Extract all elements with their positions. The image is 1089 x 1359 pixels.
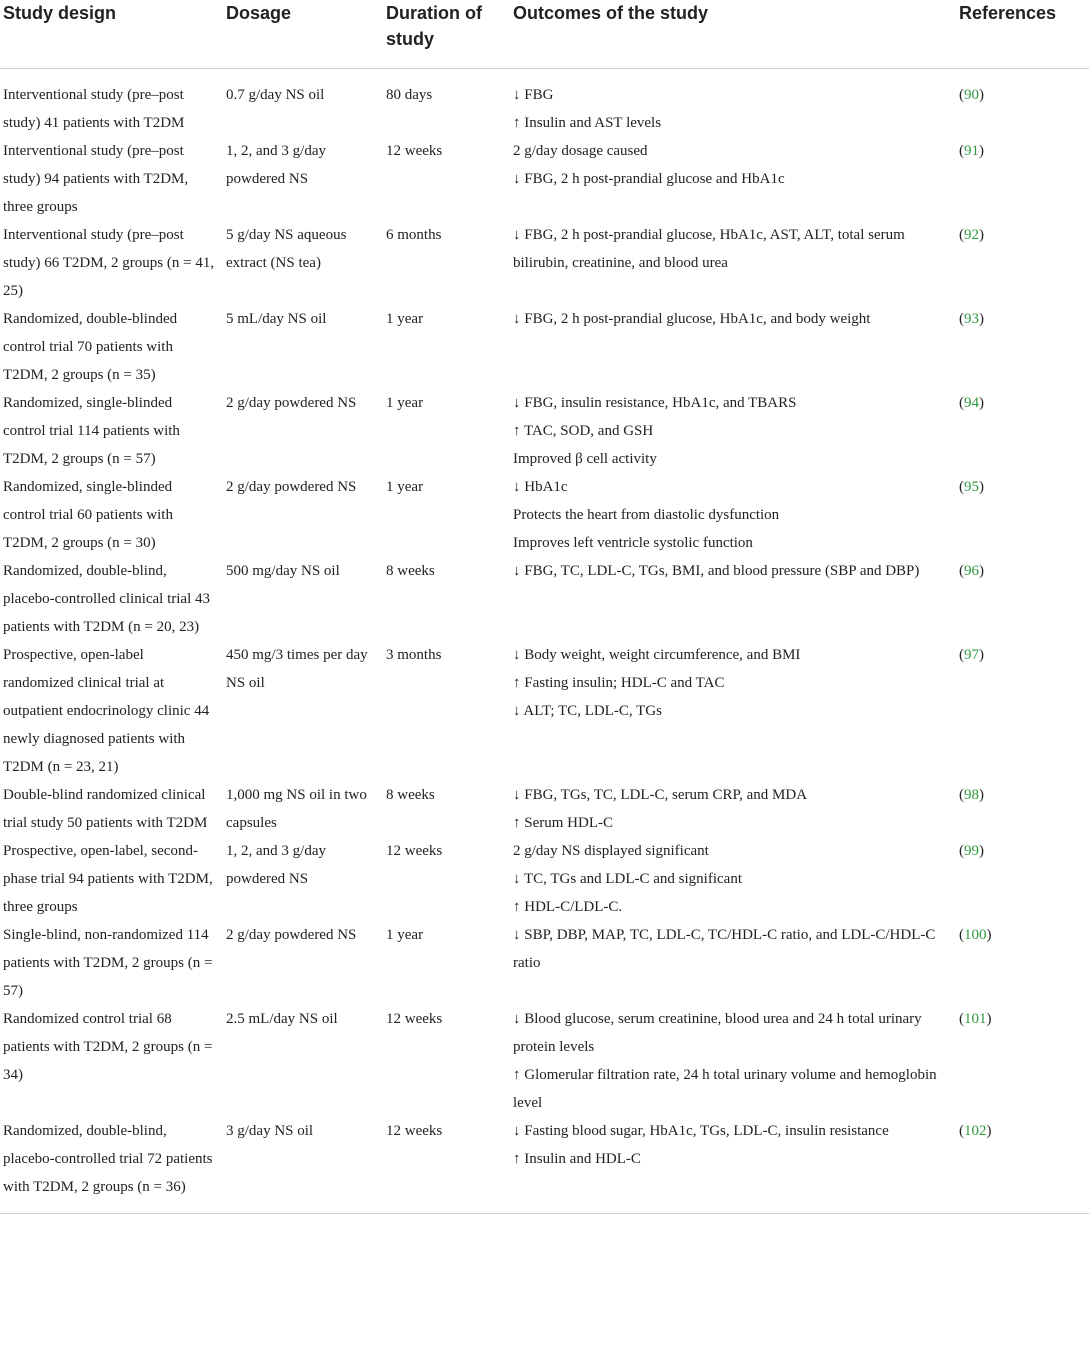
duration-cell: 12 weeks xyxy=(386,843,443,859)
study-design-cell: Randomized, double-blind, placebo-controlled trial 72 patients with T2DM, 2 groups (n = 36) xyxy=(0,1117,223,1214)
duration-cell: 8 weeks xyxy=(386,563,435,579)
table-row xyxy=(0,781,1089,837)
table-row xyxy=(0,1005,1089,1117)
outcome-line: ↑ Fasting insulin; HDL-C and TAC xyxy=(513,675,725,691)
reference-link[interactable]: 100 xyxy=(964,927,987,943)
reference-cell: (95) xyxy=(959,479,984,495)
header-dosage: Dosage xyxy=(223,0,383,69)
reference-link[interactable]: 102 xyxy=(964,1123,987,1139)
duration-cell: 12 weeks xyxy=(386,143,443,159)
dosage-cell: 500 mg/day NS oil xyxy=(226,563,340,579)
header-duration: Duration of study xyxy=(383,0,510,69)
reference-cell: (101) xyxy=(959,1011,992,1027)
duration-cell: 3 months xyxy=(386,647,442,663)
reference-cell: (97) xyxy=(959,647,984,663)
table-row xyxy=(0,557,1089,641)
header-outcomes: Outcomes of the study xyxy=(510,0,956,69)
reference-link[interactable]: 95 xyxy=(964,479,979,495)
dosage-cell: 0.7 g/day NS oil xyxy=(226,87,325,103)
outcome-line: ↑ Insulin and HDL-C xyxy=(513,1151,641,1167)
duration-cell: 1 year xyxy=(386,311,424,327)
outcomes-cell xyxy=(510,137,956,221)
outcome-line: Protects the heart from diastolic dysfunction xyxy=(513,507,780,523)
dosage-cell: 1, 2, and 3 g/day powdered NS xyxy=(226,143,326,187)
table-row xyxy=(0,221,1089,305)
outcome-line: ↓ FBG, 2 h post-prandial glucose and HbA1c xyxy=(513,171,785,187)
duration-cell: 12 weeks xyxy=(386,1011,443,1027)
study-design-cell: Randomized, double-blind, placebo-controlled clinical trial 43 patients with T2DM (n = 20, 23) xyxy=(3,563,210,635)
study-design-cell: Single-blind, non-randomized 114 patients with T2DM, 2 groups (n = 57) xyxy=(3,927,213,999)
dosage-cell: 5 g/day NS aqueous extract (NS tea) xyxy=(226,227,347,271)
outcomes-cell xyxy=(510,781,956,837)
dosage-cell: 450 mg/3 times per day NS oil xyxy=(226,647,368,691)
dosage-cell: 3 g/day NS oil xyxy=(223,1117,383,1214)
study-design-cell: Randomized, single-blinded control trial 60 patients with T2DM, 2 groups (n = 30) xyxy=(3,479,173,551)
study-design-cell: Prospective, open-label randomized clinical trial at outpatient endocrinology clinic 44 newly diagnosed patients with T2DM (n = 23, 21) xyxy=(3,647,210,775)
dosage-cell: 2.5 mL/day NS oil xyxy=(226,1011,338,1027)
outcomes-cell xyxy=(510,473,956,557)
outcome-line: ↓ SBP, DBP, MAP, TC, LDL-C, TC/HDL-C ratio, and LDL-C/HDL-C ratio xyxy=(513,927,936,971)
reference-cell: (99) xyxy=(959,843,984,859)
outcome-line: ↓ ALT; TC, LDL-C, TGs xyxy=(513,703,662,719)
header-study-design: Study design xyxy=(0,0,223,69)
outcome-line: ↓ FBG xyxy=(513,87,554,103)
reference-link[interactable]: 98 xyxy=(964,787,979,803)
reference-link[interactable]: 96 xyxy=(964,563,979,579)
outcomes-cell xyxy=(510,69,956,138)
outcomes-cell xyxy=(510,1117,956,1214)
dosage-cell: 1, 2, and 3 g/day powdered NS xyxy=(226,843,326,887)
table-row xyxy=(0,69,1089,138)
duration-cell: 80 days xyxy=(386,87,433,103)
outcomes-cell xyxy=(510,641,956,781)
reference-cell: (91) xyxy=(959,143,984,159)
reference-cell: (98) xyxy=(959,787,984,803)
outcome-line: ↓ HbA1c xyxy=(513,479,568,495)
table-row xyxy=(0,641,1089,781)
header-references: References xyxy=(956,0,1089,69)
reference-cell: (102) xyxy=(956,1117,1089,1214)
duration-cell: 12 weeks xyxy=(383,1117,510,1214)
study-design-cell: Prospective, open-label, second-phase trial 94 patients with T2DM, three groups xyxy=(3,843,213,915)
table-row xyxy=(0,837,1089,921)
table-row xyxy=(0,305,1089,389)
outcomes-cell xyxy=(510,557,956,641)
reference-cell: (94) xyxy=(959,395,984,411)
outcome-line: ↑ Serum HDL-C xyxy=(513,815,613,831)
outcome-line: ↑ TAC, SOD, and GSH xyxy=(513,423,654,439)
outcome-line: Improves left ventricle systolic function xyxy=(513,535,753,551)
duration-cell: 8 weeks xyxy=(386,787,435,803)
reference-link[interactable]: 97 xyxy=(964,647,979,663)
outcome-line: ↓ FBG, insulin resistance, HbA1c, and TBARS xyxy=(513,395,797,411)
outcome-line: Improved β cell activity xyxy=(513,451,657,467)
study-design-cell: Interventional study (pre–post study) 66 T2DM, 2 groups (n = 41, 25) xyxy=(3,227,215,299)
study-design-cell: Double-blind randomized clinical trial study 50 patients with T2DM xyxy=(3,787,208,831)
table-row xyxy=(0,389,1089,473)
table-row xyxy=(0,1117,1089,1214)
dosage-cell: 5 mL/day NS oil xyxy=(226,311,327,327)
outcomes-cell xyxy=(510,921,956,1005)
duration-cell: 6 months xyxy=(386,227,442,243)
outcome-line: ↓ Blood glucose, serum creatinine, blood urea and 24 h total urinary protein levels xyxy=(513,1011,922,1055)
duration-cell: 1 year xyxy=(386,927,424,943)
reference-link[interactable]: 93 xyxy=(964,311,979,327)
table-row xyxy=(0,137,1089,221)
outcome-line: ↓ TC, TGs and LDL-C and significant xyxy=(513,871,742,887)
outcome-line: ↓ FBG, 2 h post-prandial glucose, HbA1c, AST, ALT, total serum bilirubin, creatinine, and blood urea xyxy=(513,227,905,271)
study-design-cell: Randomized control trial 68 patients with T2DM, 2 groups (n = 34) xyxy=(3,1011,213,1083)
table-header xyxy=(0,0,1089,69)
outcome-line: ↑ Glomerular filtration rate, 24 h total urinary volume and hemoglobin level xyxy=(513,1067,937,1111)
reference-link[interactable]: 90 xyxy=(964,87,979,103)
reference-link[interactable]: 91 xyxy=(964,143,979,159)
header-row xyxy=(0,0,1089,69)
reference-cell: (100) xyxy=(959,927,992,943)
reference-link[interactable]: 92 xyxy=(964,227,979,243)
duration-cell: 1 year xyxy=(386,395,424,411)
outcome-line: ↓ Body weight, weight circumference, and BMI xyxy=(513,647,801,663)
outcomes-cell xyxy=(510,389,956,473)
reference-cell: (90) xyxy=(959,87,984,103)
outcome-line: ↓ FBG, TC, LDL-C, TGs, BMI, and blood pressure (SBP and DBP) xyxy=(513,563,920,579)
study-design-cell: Randomized, double-blinded control trial 70 patients with T2DM, 2 groups (n = 35) xyxy=(3,311,178,383)
dosage-cell: 1,000 mg NS oil in two capsules xyxy=(226,787,367,831)
outcome-line: 2 g/day NS displayed significant xyxy=(513,843,709,859)
table-body xyxy=(0,69,1089,1214)
outcome-line: ↑ HDL-C/LDL-C. xyxy=(513,899,623,915)
table-row xyxy=(0,473,1089,557)
dosage-cell: 2 g/day powdered NS xyxy=(226,927,357,943)
outcome-line: ↓ FBG, 2 h post-prandial glucose, HbA1c, and body weight xyxy=(513,311,871,327)
outcome-line: ↑ Insulin and AST levels xyxy=(513,115,662,131)
dosage-cell: 2 g/day powdered NS xyxy=(226,479,357,495)
duration-cell: 1 year xyxy=(386,479,424,495)
outcomes-cell xyxy=(510,305,956,389)
outcomes-cell xyxy=(510,221,956,305)
reference-link[interactable]: 99 xyxy=(964,843,979,859)
outcome-line: 2 g/day dosage caused xyxy=(513,143,648,159)
reference-cell: (92) xyxy=(959,227,984,243)
reference-link[interactable]: 94 xyxy=(964,395,979,411)
study-design-cell: Interventional study (pre–post study) 41 patients with T2DM xyxy=(3,87,185,131)
outcomes-cell xyxy=(510,837,956,921)
outcomes-cell xyxy=(510,1005,956,1117)
outcome-line: ↓ Fasting blood sugar, HbA1c, TGs, LDL-C, insulin resistance xyxy=(513,1123,889,1139)
reference-cell: (93) xyxy=(959,311,984,327)
table-row xyxy=(0,921,1089,1005)
dosage-cell: 2 g/day powdered NS xyxy=(226,395,357,411)
outcome-line: ↓ FBG, TGs, TC, LDL-C, serum CRP, and MDA xyxy=(513,787,808,803)
study-design-cell: Randomized, single-blinded control trial 114 patients with T2DM, 2 groups (n = 57) xyxy=(3,395,180,467)
reference-cell: (96) xyxy=(959,563,984,579)
reference-link[interactable]: 101 xyxy=(964,1011,987,1027)
study-design-cell: Interventional study (pre–post study) 94 patients with T2DM, three groups xyxy=(3,143,189,215)
